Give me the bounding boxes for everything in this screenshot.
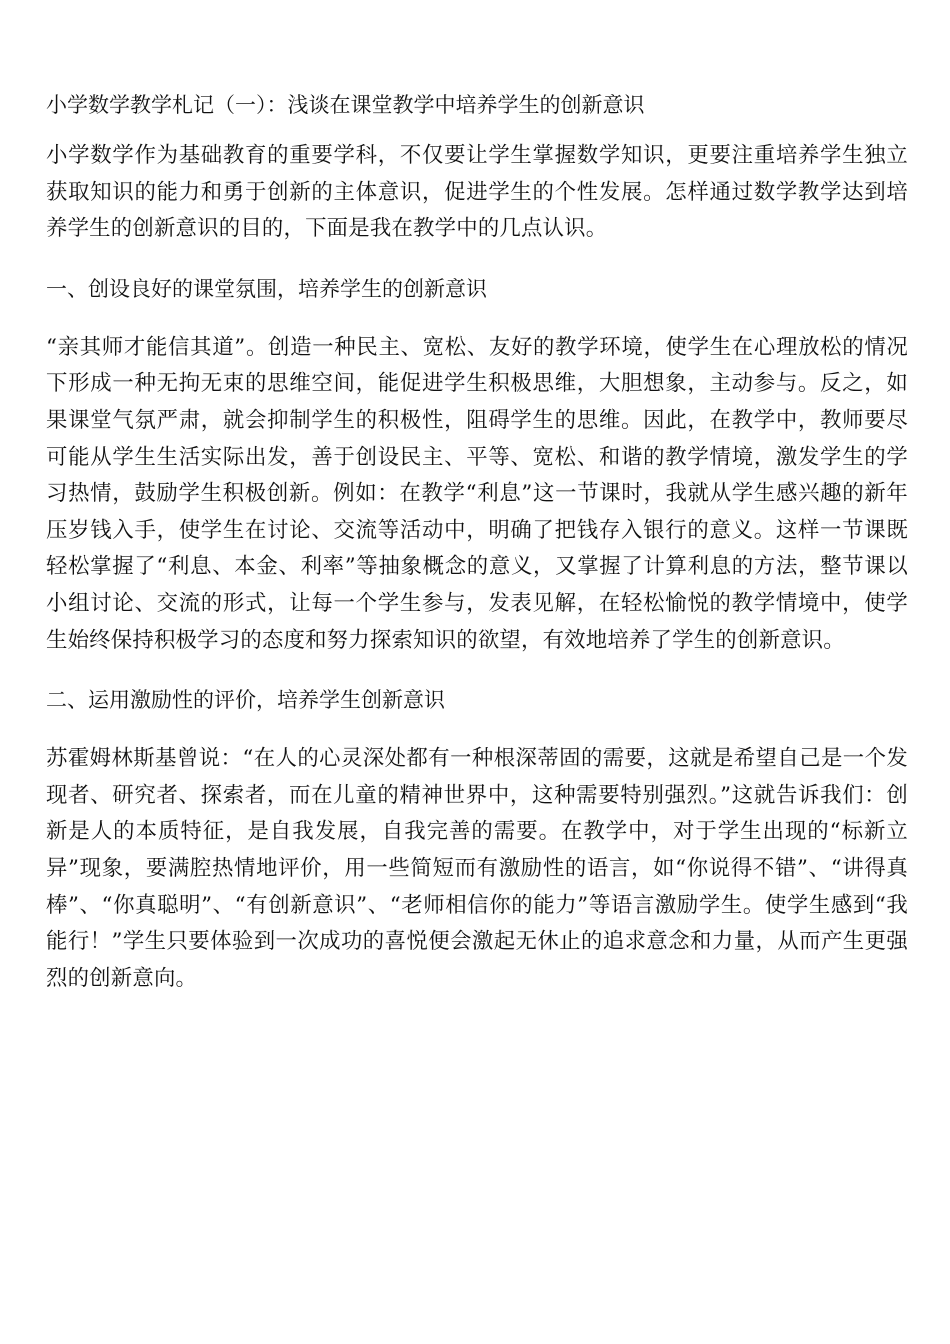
section-body-2: 苏霍姆林斯基曾说：“在人的心灵深处都有一种根深蒂固的需要，这就是希望自己是一个发现者、研究者、探索者，而在儿童的精神世界中，这种需要特别强烈。”这就告诉我们：创新是人的本质特征，是自我发展，自我完善的需要。在教学中，对于学生出现的“标新立异”现象，要满腔热情地评价，用一些简短而有激励性的语言，如“你说得不错”、“讲得真棒”、“你真聪明”、“有创新意识”、“老师相信你的能力”等语言激励学生。使学生感到“我能行！”学生只要体验到一次成功的喜悦便会激起无休止的追求意念和力量，从而产生更强烈的创新意向。 bbox=[46, 746, 908, 991]
document-title: 小学数学教学札记（一）：浅谈在课堂教学中培养学生的创新意识 bbox=[46, 93, 645, 117]
section-heading-2: 二、运用激励性的评价，培养学生创新意识 bbox=[46, 688, 445, 713]
section-body-1: “亲其师才能信其道”。创造一种民主、宽松、友好的教学环境，使学生在心理放松的情况下形成一种无拘无束的思维空间，能促进学生积极思维，大胆想象，主动参与。反之，如果课堂气氛严肃，就会抑制学生的积极性，阻碍学生的思维。因此，在教学中，教师要尽可能从学生生活实际出发，善于创设民主、平等、宽松、和谐的教学情境，激发学生的学习热情，鼓励学生积极创新。例如：在教学“利息”这一节课时，我就从学生感兴趣的新年压岁钱入手，使学生在讨论、交流等活动中，明确了把钱存入银行的意义。这样一节课既轻松掌握了“利息、本金、利率”等抽象概念的意义，又掌握了计算利息的方法，整节课以小组讨论、交流的形式，让每一个学生参与，发表见解，在轻松愉悦的教学情境中，使学生始终保持积极学习的态度和努力探索知识的欲望，有效地培养了学生的创新意识。 bbox=[46, 334, 908, 653]
intro-paragraph: 小学数学作为基础教育的重要学科，不仅要让学生掌握数学知识，更要注重培养学生独立获取知识的能力和勇于创新的主体意识，促进学生的个性发展。怎样通过数学教学达到培养学生的创新意识的目的，下面是我在教学中的几点认识。 bbox=[46, 143, 908, 242]
document-page bbox=[46, 86, 908, 1020]
section-heading-1: 一、创设良好的课堂氛围，培养学生的创新意识 bbox=[46, 276, 487, 301]
